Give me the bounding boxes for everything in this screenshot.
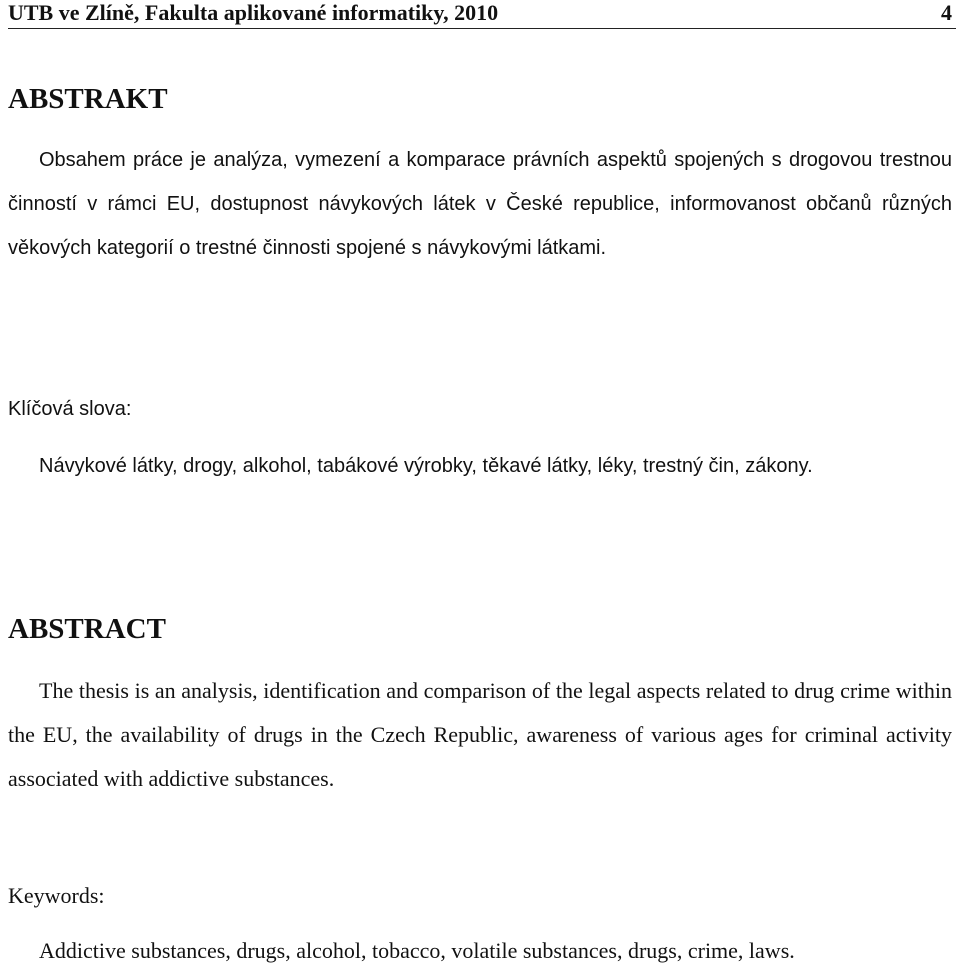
abstrakt-heading: ABSTRAKT (8, 83, 168, 115)
page-header (8, 0, 956, 29)
keywords-paragraph: Addictive substances, drugs, alcohol, tobacco, volatile substances, drugs, crime, laws. (39, 938, 795, 963)
header-title: UTB ve Zlíně, Fakulta aplikované informatiky, 2010 (8, 0, 499, 25)
abstract-heading: ABSTRACT (8, 613, 166, 645)
abstrakt-paragraph: Obsahem práce je analýza, vymezení a komparace právních aspektů spojených s drogovou trestnou činností v rámci EU, dostupnost návykových látek v České republice, informovanost občanů různých věkových kategorií o trestné činnosti spojené s návykovými látkami. (8, 149, 952, 259)
klicova-slova-paragraph: Návykové látky, drogy, alkohol, tabákové výrobky, těkavé látky, léky, trestný čin, zákony. (39, 455, 813, 477)
abstract-paragraph: The thesis is an analysis, identification and comparison of the legal aspects related to drug crime within the EU, the availability of drugs in the Czech Republic, awareness of various ages for criminal activity associated with addictive substances. (8, 678, 952, 791)
page-number: 4 (941, 0, 952, 25)
klicova-slova-label: Klíčová slova: (8, 398, 132, 420)
keywords-label: Keywords: (8, 883, 105, 908)
